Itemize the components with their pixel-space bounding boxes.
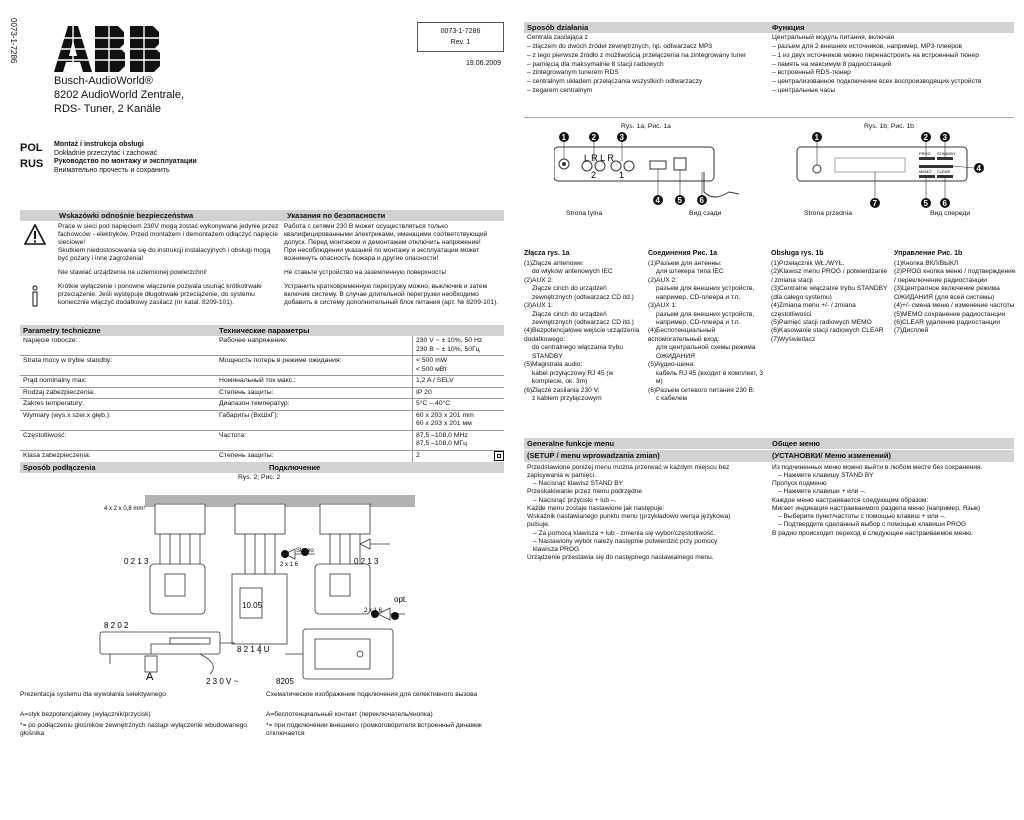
doc-number: 0073-1-7286 <box>440 28 481 35</box>
rus-title: Руководство по монтажу и эксплуатации <box>54 158 197 166</box>
list-item: (1)Złącze antenowe: <box>524 259 584 267</box>
optional-label: opt. <box>394 595 408 604</box>
list-item: с кабелем <box>656 394 688 402</box>
list-item: (7)Wyświetlacz <box>771 335 816 343</box>
list-item: (5)Аудио-шина: <box>648 361 695 369</box>
param-value: 87,5 –108,0 MHz 87,5 –108,0 МГц <box>412 431 504 450</box>
safety-heading-pl: Wskazówki odnośnie bezpieczeństwa <box>59 211 194 220</box>
param-label-ru: Диапазон температур: <box>219 400 290 408</box>
list-item: (3)AUX 1: <box>648 302 677 310</box>
param-label-pl: Zakres temperatury: <box>23 400 84 408</box>
safety-pl-2: Skutkiem niedostosowania się do instrukcji instalacyjnych i obsługi mogą być pożary i inne zagrożenia! <box>58 247 271 263</box>
warning-icon <box>24 224 46 246</box>
list-item: Мигает индикация настраиваемого раздела меню (например, Язык) <box>772 504 981 512</box>
aux2-label: 2 <box>591 170 597 180</box>
param-label-pl: Częstotliwość: <box>23 431 67 439</box>
list-item: (1)Кнопка ВКЛ/ВЫКЛ <box>894 259 959 267</box>
speaker-ohm-1: 2 x 1 6 <box>280 562 299 568</box>
list-item: Urządzenie przestawia się do następnego nastawialnego menu. <box>527 554 714 562</box>
svg-text:4: 4 <box>655 196 660 205</box>
list-item: Przeskakiwanie przez menu podrzędne <box>527 488 643 496</box>
revision: Rev. 1 <box>450 39 471 47</box>
safety-pl-4: Krótkie wyłączenie i ponowne włączenie pozwala usunąć krótkotrwałe przeciążenie. Jeśli występuje długotrwałe przeciążenie, do systemu koniecznie włączyć dodatkowy zasilacz (nr katal. 8209-101). <box>58 283 262 307</box>
pol-subtitle: Dokładnie przeczytać i zachować <box>54 149 158 157</box>
list-item: – Нажмите клавиши + или –. <box>778 488 866 496</box>
module-8205: 8205 <box>276 677 294 686</box>
list-item: (2)AUX 2: <box>648 276 677 284</box>
svg-text:3: 3 <box>942 133 947 142</box>
param-row <box>20 356 504 376</box>
list-item: (3)Centralne włączanie trybu STANDBY (dla całego systemu) <box>771 285 888 301</box>
param-row <box>20 388 504 399</box>
fig1a-rear-view <box>554 132 754 212</box>
list-item: (5)MEMO сохранение радиостанции <box>894 310 1006 318</box>
list-item: Każde menu zostaje nastawione jak następuje: <box>527 504 665 512</box>
param-value: 5°C – 40°C <box>412 399 504 409</box>
function-heading-ru: Функция <box>772 23 805 32</box>
module-8202: 8 2 0 2 <box>104 621 129 630</box>
param-label-pl: Napięcie robocze: <box>23 337 78 345</box>
list-item: – Nacisnąć przyciski + lub –. <box>533 496 617 504</box>
svg-text:6: 6 <box>942 199 947 208</box>
product-variant: RDS- Tuner, 2 Kanäle <box>54 103 162 116</box>
param-label-ru: Номинальный ток макс.: <box>219 377 296 385</box>
safety-ru-4: Устранить кратковременную перегрузку можно, выключив и затем включив систему. В случае длительной перегрузки необходимо добавить в систему дополнительный блок питания (арт. № 8209-101). <box>284 283 499 307</box>
list-item: – pamięcią dla maksymalnie 8 stacji radiowych <box>527 60 664 68</box>
controls-ru-heading: Управление Рис. 1b <box>894 250 963 257</box>
param-label-pl: Wymiary (wys.x szer.x głęb.): <box>23 411 111 419</box>
list-item: (3)AUX 1: <box>524 302 553 310</box>
list-item: (2)AUX 2: <box>524 276 553 284</box>
safety-pl-3: Nie stawiać urządzenia na uziemionej powierzchni! <box>58 269 207 277</box>
list-item: – память на максимум 8 радиостанций <box>772 60 892 68</box>
caption-pl: Prezentacja systemu dla wywołania selektywnego <box>20 691 166 698</box>
lang-code-pol: POL <box>20 142 43 154</box>
list-item: для штекера типа IEC <box>656 268 724 276</box>
safety-ru-2: При несоблюдении указаний по монтажу и эксплуатации может возникнуть опасность пожара и другие опасности! <box>284 247 480 263</box>
list-item: Каждое меню настраивается следующим образом: <box>772 496 929 504</box>
ports-pl-heading: Złącza rys. 1a <box>524 250 570 257</box>
display-readout: 10.05 <box>242 601 263 610</box>
list-item: – Нажмите клавишу STAND BY <box>778 471 874 479</box>
svg-text:5: 5 <box>923 199 928 208</box>
list-item: Центральный модуль питания, включая <box>772 34 895 42</box>
list-item: Złącze cinch do urządzeń zewnętrznych (odtwarzacz CD itd.) <box>532 310 634 327</box>
list-item: kabel przyłączowy RJ 45 (w komplecie, ok. 3m) <box>532 369 614 386</box>
param-label-ru: Габариты (ВхШхГ): <box>219 411 279 419</box>
product-model: 8202 AudioWorld Zentrale, <box>54 89 185 102</box>
param-value: 1,2 A / SELV <box>412 376 504 386</box>
safety-pl-1: Prace w sieci pod napięciem 230V mogą zostać wykonywane jedynie przez fachowców - elektryków. Przed montażem i demontażem odłączyć napięcie sieciowe! <box>58 223 279 247</box>
address-code-left: 0 2 1 3 <box>124 557 149 566</box>
safety-ru-1: Работа с сетями 230 В может осуществляться только квалифицированными электриками, имеющими соответствующий допуск. Перед монтажом и демонтажем отключить напряжение! <box>284 223 488 247</box>
param-value: 230 V ~ ± 10%, 50 Hz 230 В ~ ± 10%, 50Гц <box>412 336 504 355</box>
list-item: – Nastawiony wybór należy następnie potwierdzić przy pomocy klawisza PROG <box>533 537 718 554</box>
param-row <box>20 431 504 451</box>
list-item: – разъем для 2 внешних источников, например, MP3-плееров <box>772 43 963 51</box>
mains-voltage: 2 3 0 V ~ <box>206 677 239 686</box>
list-item: (7)Дисплей <box>894 327 929 335</box>
list-item: (4)+/- смена меню / изменение частоты <box>894 302 1015 310</box>
param-label-ru: Мощность потерь в режиме ожидания: <box>219 357 342 365</box>
svg-text:2: 2 <box>591 133 596 142</box>
list-item: – zintegrowanym tunerem RDS <box>527 69 619 77</box>
wiring-diagram <box>20 484 440 688</box>
memo-key-label: MEMO <box>919 169 932 174</box>
list-item: разъем для внешних устройств, например, CD-плеера и т.п. <box>656 310 755 327</box>
ports-ru-heading: Соединения Рис. 1a <box>648 250 718 257</box>
connection-section <box>20 462 504 473</box>
list-item: Пропуск подменю <box>772 480 827 488</box>
svg-text:1: 1 <box>561 133 566 142</box>
list-item: (3)Централное включение режима ОЖИДАНИЯ (для всей системы) <box>894 285 1000 301</box>
abb-logo <box>54 26 169 72</box>
list-item: (6)CLEAR удаление радиостанции <box>894 319 1001 327</box>
list-item: – centralnym układem przełączania wszystkich odtwarzaczy <box>527 78 703 86</box>
note-a-pl: A=styk bezpotencjałowy (wyłącznik/przycisk) <box>20 711 151 719</box>
svg-text:4: 4 <box>976 164 981 173</box>
fig1a-rear-label-pl: Strona tylna <box>566 210 603 217</box>
fig1b-front-label-ru: Вид спереди <box>930 210 971 217</box>
list-item: Wskaźnik nastawianego punktu menu (przykładowo wersja językowa) pulsuje. <box>527 513 731 529</box>
params-heading-pl: Parametry techniczne <box>23 326 101 335</box>
clear-key-label: CLEAR <box>937 169 951 174</box>
param-value: 2 <box>412 451 480 466</box>
param-row <box>20 376 504 387</box>
aux1-label: 1 <box>619 170 625 180</box>
param-label-pl: Strata mocy w trybie standby: <box>23 357 113 365</box>
param-value: IP 20 <box>412 388 504 398</box>
list-item: (5)Magistrala audio: <box>524 361 583 369</box>
list-item: (1)Разъем для антенны: <box>648 259 722 267</box>
list-item: кабель RJ 45 (входит в комплект, 3 м) <box>656 369 764 386</box>
list-item: – złączem do dwóch źródeł zewnętrznych, np. odtwarzacz MP3 <box>527 43 713 51</box>
param-row <box>20 336 504 356</box>
list-item: Przedstawione poniżej menu można przerwać w każdym miejscu bez zapisywania w pamięci. <box>527 463 730 479</box>
product-name: Busch-AudioWorld® <box>54 75 153 87</box>
list-item: для центральной схемы режима ОЖИДАНИЯ <box>656 344 756 360</box>
list-item: Centrala zasilająca z <box>527 34 588 42</box>
document-date: 19.06.2009 <box>466 60 502 67</box>
svg-text:7: 7 <box>872 199 877 208</box>
prog-key-label: PROG <box>919 151 931 156</box>
list-item: (6)Kasowanie stacji radiowych CLEAR <box>771 327 884 335</box>
fig2-label: Rys. 2; Рис. 2 <box>238 474 281 481</box>
param-row <box>20 411 504 431</box>
params-heading-ru: Технические параметры <box>219 326 310 335</box>
safety-section <box>20 210 504 221</box>
protection-class-icon <box>494 451 504 461</box>
svg-text:6: 6 <box>699 196 704 205</box>
list-item: – Выберите пункт/частоты с помощью клавиш + или –. <box>778 513 946 521</box>
controls-ru <box>894 250 1016 336</box>
connection-heading-pl: Sposób podłączenia <box>23 463 96 472</box>
param-label-ru: Степень защиты: <box>219 451 274 459</box>
list-item: (6)Złącze zasilania 230 V: <box>524 386 600 394</box>
menu-heading-ru: Общее меню <box>772 439 820 448</box>
lang-code-rus: RUS <box>20 157 44 170</box>
svg-text:2: 2 <box>923 133 928 142</box>
svg-text:3: 3 <box>619 133 624 142</box>
svg-text:1: 1 <box>814 133 819 142</box>
switch-a-label: A <box>146 671 154 683</box>
list-item: do centralnego włączania trybu STANDBY <box>532 344 623 360</box>
revision-box <box>417 22 504 52</box>
list-item: – центральные часы <box>772 86 836 94</box>
list-item: разъем для внешних устройств, например, CD-плеера и т.п. <box>656 285 755 301</box>
function-section <box>524 22 1014 96</box>
fig1b-front-view <box>795 132 1000 212</box>
param-value: 60 x 203 x 201 mm 60 x 203 x 201 мм <box>412 411 504 430</box>
param-value: < 500 mW < 500 мВт <box>412 356 504 375</box>
safety-heading-ru: Указания по безопасности <box>287 211 386 220</box>
fig1b-title: Rys. 1b; Рис. 1b <box>864 123 914 130</box>
param-label-ru: Степень защиты: <box>219 388 274 396</box>
list-item: – z tego pierwsze źródło z możliwością przełączenia na zintegrowany tuner <box>527 51 747 59</box>
controls-pl-heading: Obsługa rys. 1b <box>771 250 824 257</box>
info-icon <box>28 285 42 309</box>
menu-sub-pl: (SETUP / menu wprowadzania zmian) <box>527 451 660 461</box>
rca-lr-labels: L R L R <box>584 153 614 163</box>
list-item: – встроенный RDS-тюнер <box>772 69 851 77</box>
list-item: (2)Klawisz menu PROG / potwierdzanie / zmiana stacji <box>771 268 888 284</box>
param-label-ru: Частота: <box>219 431 247 439</box>
list-item: (6)Разъем сетевого питания 230 В: <box>648 386 755 394</box>
list-item: (4)Bezpotencjałowe wejście urządzenia dodatkowego: <box>524 327 640 343</box>
rus-subtitle: Внимательно прочесть и сохранить <box>54 166 170 174</box>
list-item: – централизованное подключение всех воспроизводящих устройств <box>772 78 982 86</box>
list-item: – 1 из двух источников можно перенастроить на встроенный тюнер <box>772 51 979 59</box>
list-item: Из подчиненных меню можно выйти в любом месте без сохранения. <box>772 463 983 471</box>
list-item: z kablem przyłączowym <box>532 394 602 402</box>
caption-ru: Схематическое изображение подключения для селективного вызова <box>266 691 478 698</box>
param-label-pl: Klasa zabezpieczenia: <box>23 451 91 459</box>
list-item: Złącze cinch do urządzeń zewnętrznych (odtwarzacz CD itd.) <box>532 285 634 301</box>
list-item: (5)Pamięć stacji radiowych MEMO <box>771 319 872 327</box>
module-8214u: 8 2 1 4 U <box>237 645 270 654</box>
parameters-table <box>20 325 504 467</box>
cable-spec: 4 x 2 x 0,8 mm² <box>104 506 146 512</box>
list-item: – Za pomocą klawisza + lub - zmienia się wybór/częstotliwość. <box>533 529 716 537</box>
menu-sub-ru: (УСТАНОВКИ/ Меню изменений) <box>772 451 891 461</box>
ports-ru <box>648 250 766 403</box>
svg-text:5: 5 <box>677 196 682 205</box>
fig1a-title: Rys. 1a; Рис. 1a <box>621 123 671 130</box>
param-label-pl: Prąd nominalny max: <box>23 377 87 385</box>
fig1a-rear-label-ru: Вид сзади <box>689 210 722 217</box>
note-a-ru: A=беспотенциальный контакт (переключатель/кнопка) <box>266 711 433 719</box>
function-heading-pl: Sposób działania <box>527 23 589 32</box>
ports-pl <box>524 250 642 403</box>
list-item: – Nacisnąć klawisz STAND BY <box>533 480 624 488</box>
doc-number-vertical: 0073-1-7286 <box>9 18 18 64</box>
controls-pl <box>771 250 889 344</box>
note-star-pl: *= po podłączeniu głośników zewnętrznych nastąpi wyłączenie wbudowanego głośnika <box>20 722 248 738</box>
note-star-ru: *= при подключении внешнего громкоговорителя встроенный динамик отключается <box>266 722 482 738</box>
param-label-ru: Рабочее напряжение: <box>219 337 288 345</box>
list-item: – Подтвердите сделанный выбор с помощью клавиши PROG <box>778 521 967 529</box>
address-code-right: 0 2 1 3 <box>354 557 379 566</box>
menu-section <box>524 438 1014 563</box>
list-item: (2)PROG кнопка меню / подтверждение / переключение радиостанции <box>894 268 1016 284</box>
fig1b-front-label-pl: Strona przednia <box>804 210 852 217</box>
standby-key-label: STANDBY <box>937 151 956 156</box>
param-row <box>20 399 504 410</box>
safety-ru-3: Не ставьте устройство на заземленную поверхность! <box>284 269 447 277</box>
connection-heading-ru: Подключение <box>269 463 321 472</box>
list-item: В радио происходит переход в следующее настраиваемое меню. <box>772 529 973 537</box>
list-item: (4)Беспотенциальный вспомогательный вход: <box>648 327 720 343</box>
list-item: (1)Przełącznik WŁ./WYŁ. <box>771 259 845 267</box>
pol-title: Montaż i instrukcja obsługi <box>54 141 144 148</box>
stereo-label: Stereo <box>296 548 314 554</box>
speaker-ohm-2: 2 x 1 6 <box>364 608 383 614</box>
list-item: do wtyków antenowych IEC <box>532 268 613 276</box>
list-item: – zegarem centralnym <box>527 86 593 94</box>
param-label-pl: Rodzaj zabezpieczenia: <box>23 388 95 396</box>
menu-heading-pl: Generalne funkcje menu <box>527 439 615 448</box>
list-item: (4)Zmiana menu +/- / zmiana częstotliwości <box>771 302 856 318</box>
